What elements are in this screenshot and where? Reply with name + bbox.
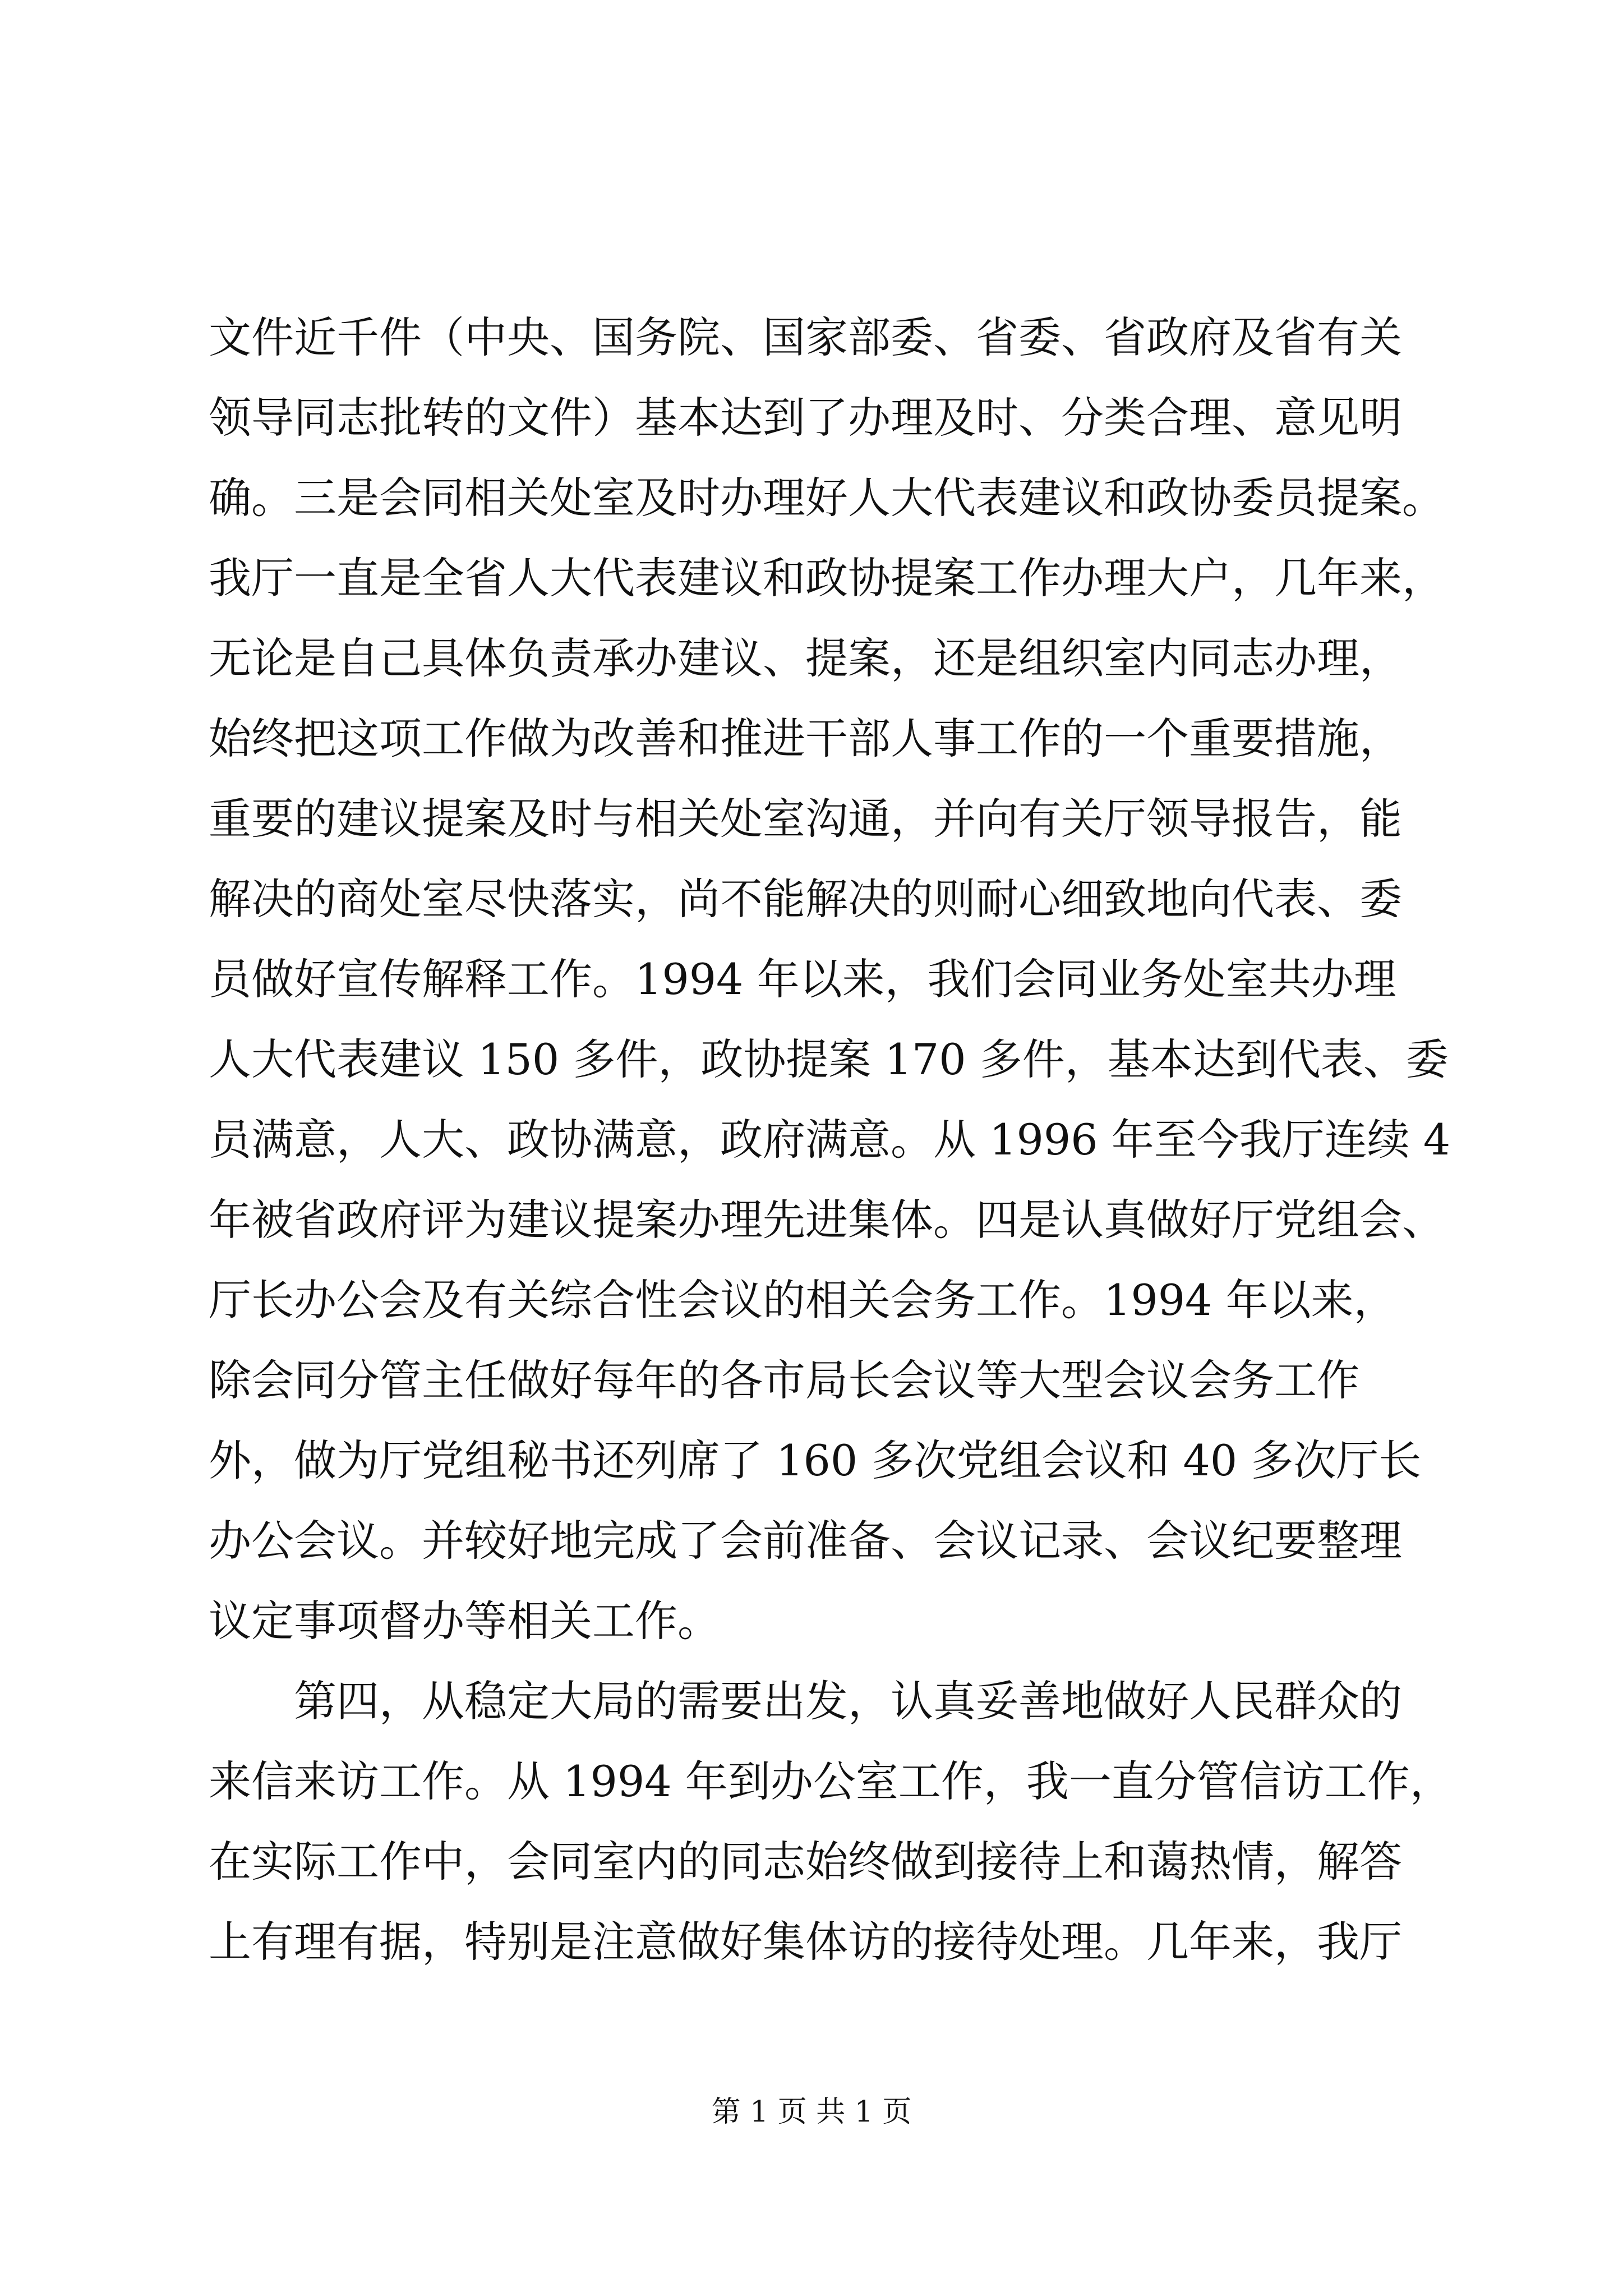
text-line: 员满意，人大、政协满意，政府满意。从 1996 年至今我厅连续 4 bbox=[209, 1115, 1451, 1165]
body-text bbox=[209, 297, 1465, 1982]
text-line: 始终把这项工作做为改善和推进干部人事工作的一个重要措施， bbox=[209, 714, 1402, 763]
text-line: 文件近千件（中央、国务院、国家部委、省委、省政府及省有关 bbox=[209, 312, 1402, 362]
text-line: 除会同分管主任做好每年的各市局长会议等大型会议会务工作 bbox=[209, 1355, 1359, 1405]
text-line: 办公会议。并较好地完成了会前准备、会议记录、会议纪要整理 bbox=[209, 1516, 1402, 1566]
text-line: 解决的商处室尽快落实，尚不能解决的则耐心细致地向代表、委 bbox=[209, 874, 1402, 924]
text-line: 上有理有据，特别是注意做好集体访的接待处理。几年来，我厅 bbox=[209, 1917, 1402, 1967]
text-line: 我厅一直是全省人大代表建议和政协提案工作办理大户，几年来， bbox=[209, 553, 1445, 603]
page-footer: 第 1 页 共 1 页 bbox=[711, 2095, 912, 2129]
text-line: 在实际工作中，会同室内的同志始终做到接待上和蔼热情，解答 bbox=[209, 1837, 1402, 1887]
text-line: 外，做为厅党组秘书还列席了 160 多次党组会议和 40 多次厅长 bbox=[209, 1435, 1422, 1485]
text-line: 领导同志批转的文件）基本达到了办理及时、分类合理、意见明 bbox=[209, 393, 1402, 443]
paragraph-first-line: 第四，从稳定大局的需要出发，认真妥善地做好人民群众的 bbox=[294, 1676, 1402, 1726]
text-line: 无论是自己具体负责承办建议、提案，还是组织室内同志办理， bbox=[209, 633, 1402, 683]
text-line: 人大代表建议 150 多件，政协提案 170 多件，基本达到代表、委 bbox=[209, 1034, 1449, 1084]
text-line: 来信来访工作。从 1994 年到办公室工作，我一直分管信访工作， bbox=[209, 1756, 1453, 1806]
text-line: 厅长办公会及有关综合性会议的相关会务工作。1994 年以来， bbox=[209, 1275, 1396, 1325]
text-line: 员做好宣传解释工作。1994 年以来，我们会同业务处室共办理 bbox=[209, 954, 1396, 1004]
text-line: 年被省政府评为建议提案办理先进集体。四是认真做好厅党组会、 bbox=[209, 1195, 1445, 1245]
text-line: 议定事项督办等相关工作。 bbox=[209, 1596, 720, 1646]
text-line: 重要的建议提案及时与相关处室沟通，并向有关厅领导报告，能 bbox=[209, 794, 1402, 844]
text-line: 确。三是会同相关处室及时办理好人大代表建议和政协委员提案。 bbox=[209, 473, 1445, 523]
